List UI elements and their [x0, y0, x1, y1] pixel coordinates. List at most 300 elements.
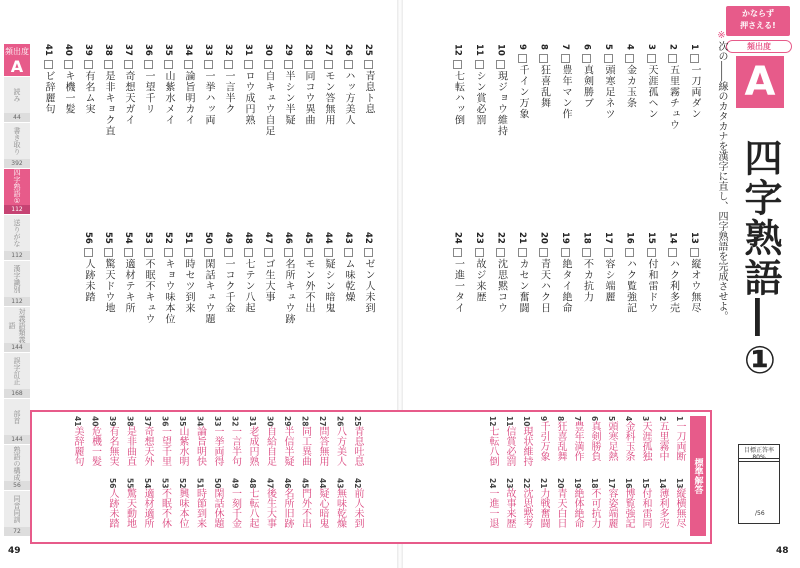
- checkbox[interactable]: [184, 60, 193, 69]
- answer-item: [228, 416, 242, 476]
- answer-text: 門外不出: [299, 488, 311, 529]
- question-number: 39: [83, 44, 93, 56]
- answer-item: [315, 478, 329, 538]
- checkbox[interactable]: [204, 248, 213, 257]
- checkbox[interactable]: [561, 248, 570, 257]
- answer-number: 16: [624, 478, 633, 489]
- answer-text: 山紫水明: [177, 426, 188, 467]
- answer-item: [587, 416, 601, 476]
- question-number: 46: [283, 232, 293, 244]
- answer-number: 50: [213, 478, 222, 489]
- checkbox[interactable]: [264, 60, 273, 69]
- checkbox[interactable]: [668, 248, 677, 257]
- question-number: 54: [123, 232, 133, 244]
- question-item: [493, 232, 510, 402]
- tab-item[interactable]: 部首: [4, 398, 30, 435]
- question-number: 45: [303, 232, 313, 244]
- answer-text: 不可抗力: [589, 488, 600, 529]
- answer-text: 付和雷同: [640, 488, 651, 529]
- question-number: 25: [363, 44, 373, 56]
- tab-item[interactable]: 漢字識別: [4, 260, 30, 297]
- question-number: 37: [123, 44, 133, 56]
- answer-item: [672, 478, 686, 538]
- question-item: [450, 44, 467, 214]
- question-item: [160, 44, 177, 214]
- question-number: 35: [163, 44, 173, 56]
- question-text: 七転ハッ倒: [452, 70, 464, 126]
- question-number: 30: [263, 44, 273, 56]
- answer-text: 力戦奮闘: [538, 488, 549, 529]
- question-text: 付和雷ドウ: [646, 258, 657, 314]
- answer-item: [350, 416, 364, 476]
- question-number: 31: [243, 44, 253, 56]
- checkbox[interactable]: [475, 248, 484, 257]
- checkbox[interactable]: [647, 248, 656, 257]
- question-number: 33: [203, 44, 213, 56]
- answer-item: [298, 416, 312, 476]
- question-item: [686, 44, 703, 214]
- answer-item: [263, 416, 277, 476]
- answer-item: [210, 416, 224, 476]
- answer-item: [193, 416, 207, 476]
- question-number: 13: [689, 232, 699, 244]
- question-item: [536, 232, 553, 402]
- question-item: [557, 44, 574, 214]
- question-item: [450, 232, 467, 402]
- question-number: 41: [43, 44, 53, 56]
- question-item: [360, 232, 377, 402]
- answer-text: 沈思黙考: [521, 488, 532, 529]
- checkbox[interactable]: [284, 248, 293, 257]
- question-text: モン答無用: [323, 70, 334, 126]
- checkbox[interactable]: [604, 54, 613, 63]
- badge-line2: 押さえる!: [740, 21, 776, 30]
- question-text: ム味乾燥: [343, 258, 354, 303]
- answer-item: [245, 416, 259, 476]
- answer-number: 5: [607, 416, 616, 422]
- question-text: 真剣勝ブ: [581, 64, 593, 109]
- question-number: 19: [560, 232, 570, 244]
- answer-number: 28: [300, 416, 310, 427]
- answer-number: 22: [522, 478, 531, 489]
- answer-number: 37: [143, 416, 152, 427]
- question-text: ハク利多売: [667, 258, 679, 314]
- answer-number: 41: [73, 416, 82, 427]
- answer-item: [570, 478, 584, 538]
- tab-item[interactable]: 誤字訂正: [4, 352, 30, 389]
- tab-item[interactable]: 同音同訓: [4, 490, 30, 527]
- question-text: 一進一タイ: [452, 258, 464, 314]
- checkbox[interactable]: [244, 60, 253, 69]
- answer-text: 自給自足: [264, 426, 276, 467]
- checkbox[interactable]: [124, 60, 133, 69]
- answer-number: 56: [108, 478, 117, 489]
- answer-number: 34: [195, 416, 205, 427]
- checkbox[interactable]: [144, 60, 153, 69]
- answer-number: 25: [353, 416, 362, 427]
- checkbox[interactable]: [324, 248, 333, 257]
- answer-number: 19: [573, 478, 582, 489]
- tab-item[interactable]: 四字熟語①: [4, 168, 30, 205]
- question-number: 38: [103, 44, 113, 56]
- question-text: 一望千リ: [143, 70, 154, 115]
- question-text: 奇想天ガイ: [123, 70, 134, 126]
- checkbox[interactable]: [475, 60, 484, 69]
- answer-number: 3: [641, 416, 650, 422]
- question-number: 14: [667, 232, 678, 244]
- tab-item[interactable]: 送りがな: [4, 214, 30, 251]
- answer-number: 54: [143, 478, 152, 489]
- question-number: 52: [163, 232, 173, 244]
- question-text: ゴ生大事: [263, 258, 274, 303]
- question-number: 42: [363, 232, 373, 244]
- answer-text: 時節到来: [194, 488, 206, 529]
- answer-text: 一言半句: [229, 426, 241, 467]
- page-number-right: 48: [776, 546, 789, 556]
- answer-number: 38: [125, 416, 135, 427]
- question-item: [665, 44, 682, 214]
- answer-text: 驚天動地: [124, 488, 136, 529]
- checkbox[interactable]: [164, 60, 173, 69]
- answer-text: 後生大事: [264, 488, 276, 529]
- checkbox[interactable]: [44, 60, 53, 69]
- question-number: 9: [517, 44, 527, 50]
- question-number: 10: [495, 44, 506, 56]
- question-text: 狂喜乱舞: [538, 64, 550, 109]
- question-number: 32: [223, 44, 233, 56]
- answer-number: 51: [195, 478, 205, 489]
- question-text: 金カ玉条: [624, 64, 636, 109]
- answer-text: 五里霧中: [657, 421, 668, 462]
- answer-number: 53: [160, 478, 170, 489]
- checkbox[interactable]: [364, 60, 373, 69]
- answer-number: 1: [675, 416, 684, 422]
- tab-page: 112: [4, 297, 30, 306]
- question-item: [280, 232, 297, 402]
- answer-item: [587, 478, 601, 538]
- question-item: [180, 232, 197, 402]
- checkbox[interactable]: [647, 54, 656, 63]
- answer-text: 一刻千金: [229, 488, 241, 529]
- question-item: [40, 44, 57, 214]
- checkbox[interactable]: [690, 54, 699, 63]
- answer-item: [88, 416, 102, 476]
- answer-text: 無味乾燥: [334, 488, 346, 529]
- checkbox[interactable]: [204, 60, 213, 69]
- answer-item: [485, 478, 499, 538]
- answer-number: 10: [522, 416, 531, 427]
- checkbox[interactable]: [690, 248, 699, 257]
- answer-number: 46: [283, 478, 292, 489]
- question-number: 47: [263, 232, 273, 244]
- answer-item: [333, 416, 347, 476]
- answer-item: [123, 478, 137, 538]
- checkbox[interactable]: [604, 248, 613, 257]
- checkbox[interactable]: [324, 60, 333, 69]
- question-text: 天涯孤ヘン: [646, 64, 657, 120]
- tab-page: 44: [4, 113, 30, 122]
- answer-number: 12: [488, 416, 497, 427]
- question-number: 40: [63, 44, 73, 56]
- question-text: 人跡未踏: [83, 258, 94, 303]
- question-item: [579, 232, 596, 402]
- checkbox[interactable]: [625, 248, 634, 257]
- answer-number: 29: [283, 416, 292, 427]
- answer-text: 問答無用: [317, 426, 328, 467]
- question-item: [140, 44, 157, 214]
- question-number: 6: [581, 44, 592, 50]
- answer-item: [536, 478, 550, 538]
- answer-number: 43: [335, 478, 345, 489]
- checkbox[interactable]: [668, 54, 677, 63]
- answer-text: 興味本位: [177, 488, 188, 529]
- question-number: 51: [183, 232, 193, 244]
- checkbox[interactable]: [539, 54, 548, 63]
- question-number: 18: [581, 232, 592, 244]
- answer-number: 2: [658, 416, 667, 422]
- question-text: 一コク千金: [223, 258, 234, 314]
- question-number: 3: [646, 44, 656, 50]
- question-number: 16: [624, 232, 635, 244]
- question-item: [643, 44, 660, 214]
- answer-number: 49: [230, 478, 240, 489]
- tab-item[interactable]: 熟語の構成: [4, 444, 30, 481]
- question-number: 5: [603, 44, 613, 50]
- tab-header: 頻出度: [4, 44, 30, 58]
- answer-item: [105, 478, 119, 538]
- checkbox[interactable]: [518, 248, 527, 257]
- checkbox[interactable]: [124, 248, 133, 257]
- question-number: 50: [203, 232, 213, 244]
- checkbox[interactable]: [561, 54, 570, 63]
- checkbox[interactable]: [582, 54, 591, 63]
- question-item: [622, 232, 639, 402]
- answer-item: [280, 478, 294, 538]
- answer-text: 千引万象: [538, 421, 549, 462]
- answer-number: 39: [108, 416, 117, 427]
- checkbox[interactable]: [344, 60, 353, 69]
- answer-text: 薄利多売: [657, 488, 668, 529]
- tab-page: 168: [4, 389, 30, 398]
- question-item: [600, 44, 617, 214]
- checkbox[interactable]: [164, 248, 173, 257]
- answer-text: 人跡未踏: [107, 488, 118, 529]
- answer-text: 故事来歴: [504, 488, 515, 529]
- answer-item: [158, 416, 172, 476]
- question-item: [180, 44, 197, 214]
- checkbox[interactable]: [84, 60, 93, 69]
- question-item: [493, 44, 510, 214]
- answer-text: 金科玉条: [623, 421, 634, 462]
- question-item: [471, 44, 488, 214]
- answer-number: 7: [573, 416, 582, 422]
- answer-number: 27: [318, 416, 327, 427]
- answer-text: 疑心暗鬼: [317, 488, 328, 529]
- question-number: 28: [303, 44, 313, 56]
- question-item: [120, 232, 137, 402]
- checkbox[interactable]: [582, 248, 591, 257]
- answer-number: 11: [505, 416, 514, 427]
- answer-text: 現状維持: [521, 426, 532, 467]
- question-text: 時セツ到来: [183, 258, 194, 314]
- checkbox[interactable]: [144, 248, 153, 257]
- question-text: 頭寒足ネツ: [603, 64, 614, 120]
- question-item: [240, 44, 257, 214]
- tab-page: 144: [4, 435, 30, 444]
- answer-item: [210, 478, 224, 538]
- question-number: 4: [624, 44, 635, 50]
- answer-text: 天涯孤独: [640, 421, 651, 462]
- question-number: 48: [243, 232, 253, 244]
- checkbox[interactable]: [104, 248, 113, 257]
- answer-item: [280, 416, 294, 476]
- answer-text: 信賞必罰: [504, 426, 515, 467]
- question-item: [280, 44, 297, 214]
- tab-grade: A: [4, 58, 30, 76]
- question-item: [220, 44, 237, 214]
- checkbox[interactable]: [284, 60, 293, 69]
- checkbox[interactable]: [344, 248, 353, 257]
- checkbox[interactable]: [184, 248, 193, 257]
- answer-item: [638, 478, 652, 538]
- question-item: [200, 44, 217, 214]
- tab-item[interactable]: 書き取り: [4, 122, 30, 159]
- answer-number: 20: [556, 478, 565, 489]
- answer-item: [228, 478, 242, 538]
- answer-text: 一挙両得: [212, 426, 223, 467]
- checkbox[interactable]: [496, 60, 505, 69]
- checkbox[interactable]: [518, 54, 527, 63]
- question-number: 55: [103, 232, 113, 244]
- tab-page: 72: [4, 527, 30, 536]
- answer-text: 容姿端麗: [606, 488, 617, 529]
- checkbox[interactable]: [453, 248, 462, 257]
- question-item: [260, 232, 277, 402]
- goal-value: 80%: [752, 454, 766, 461]
- checkbox[interactable]: [304, 60, 313, 69]
- answer-item: [140, 478, 154, 538]
- grade-mark: A: [736, 56, 784, 108]
- question-text: ビ辞麗句: [43, 70, 54, 115]
- answer-text: 一進一退: [487, 488, 498, 529]
- question-number: 53: [143, 232, 153, 244]
- answer-item: [158, 478, 172, 538]
- question-item: [360, 44, 377, 214]
- priority-badge: [726, 6, 790, 36]
- instruction-mark: ※: [716, 30, 727, 41]
- question-number: 23: [474, 232, 484, 244]
- question-text: 絶タイ絶命: [560, 258, 571, 314]
- answer-text: 危機一髪: [89, 426, 101, 467]
- question-text: 青息ト息: [363, 70, 374, 115]
- question-number: 56: [83, 232, 93, 244]
- question-text: 同コウ異曲: [303, 70, 314, 126]
- tab-item[interactable]: 対義語類義語: [4, 306, 30, 343]
- answer-number: 18: [590, 478, 599, 489]
- answer-item: [553, 416, 567, 476]
- answer-text: 真剣勝負: [589, 421, 600, 462]
- checkbox[interactable]: [224, 248, 233, 257]
- question-text: 有名ム実: [83, 70, 94, 115]
- answer-number: 26: [335, 416, 345, 427]
- question-item: [320, 44, 337, 214]
- badge-line1: かならず: [742, 9, 774, 18]
- tab-page: 144: [4, 343, 30, 352]
- answer-number: 6: [590, 416, 599, 422]
- answer-item: [570, 416, 584, 476]
- tab-page: 112: [4, 251, 30, 260]
- checkbox[interactable]: [496, 248, 505, 257]
- answer-item: [604, 478, 618, 538]
- answer-item: [175, 416, 189, 476]
- answer-number: 17: [607, 478, 616, 489]
- checkbox[interactable]: [304, 248, 313, 257]
- question-item: [686, 232, 703, 402]
- answer-text: 論旨明快: [194, 426, 206, 467]
- tab-page: 392: [4, 159, 30, 168]
- question-number: 22: [495, 232, 506, 244]
- question-item: [340, 44, 357, 214]
- hint-line: [30, 114, 41, 204]
- question-text: ゼン人未到: [363, 258, 374, 314]
- question-text: 縦オウ無尽: [689, 258, 700, 314]
- checkbox[interactable]: [64, 60, 73, 69]
- question-item: [80, 44, 97, 214]
- answer-item: [536, 416, 550, 476]
- question-text: 是非キョク直: [103, 70, 114, 137]
- hint-line: [440, 302, 451, 392]
- tab-page: 56: [4, 481, 30, 490]
- checkbox[interactable]: [84, 248, 93, 257]
- tab-item[interactable]: 読み: [4, 76, 30, 113]
- answer-text: 七転八起: [247, 488, 258, 529]
- checkbox[interactable]: [104, 60, 113, 69]
- question-number: 24: [452, 232, 463, 244]
- answer-number: 21: [539, 478, 548, 489]
- checkbox[interactable]: [453, 60, 462, 69]
- question-number: 43: [343, 232, 353, 244]
- answer-number: 47: [265, 478, 275, 489]
- question-number: 49: [223, 232, 233, 244]
- checkbox[interactable]: [264, 248, 273, 257]
- checkbox[interactable]: [244, 248, 253, 257]
- checkbox[interactable]: [539, 248, 548, 257]
- answer-text: 名所旧跡: [282, 488, 293, 529]
- answer-item: [333, 478, 347, 538]
- question-text: キョウ味本位: [163, 258, 174, 325]
- question-text: ハク覧強記: [624, 258, 636, 314]
- answer-text: 博覧強記: [623, 488, 634, 529]
- checkbox[interactable]: [224, 60, 233, 69]
- question-item: [320, 232, 337, 402]
- question-text: 不眠不キュウ: [143, 258, 154, 325]
- answer-text: 狂喜乱舞: [555, 421, 566, 462]
- checkbox[interactable]: [364, 248, 373, 257]
- answer-item: [502, 416, 516, 476]
- question-number: 21: [517, 232, 527, 244]
- question-number: 8: [538, 44, 549, 50]
- question-text: シン賞必罰: [474, 70, 485, 126]
- answer-item: [502, 478, 516, 538]
- frequency-label: 頻出度: [726, 40, 792, 53]
- question-number: 15: [646, 232, 656, 244]
- answer-item: [604, 416, 618, 476]
- checkbox[interactable]: [625, 54, 634, 63]
- question-item: [240, 232, 257, 402]
- answer-text: 不眠不休: [159, 488, 171, 529]
- question-number: 27: [323, 44, 333, 56]
- answer-item: [672, 416, 686, 476]
